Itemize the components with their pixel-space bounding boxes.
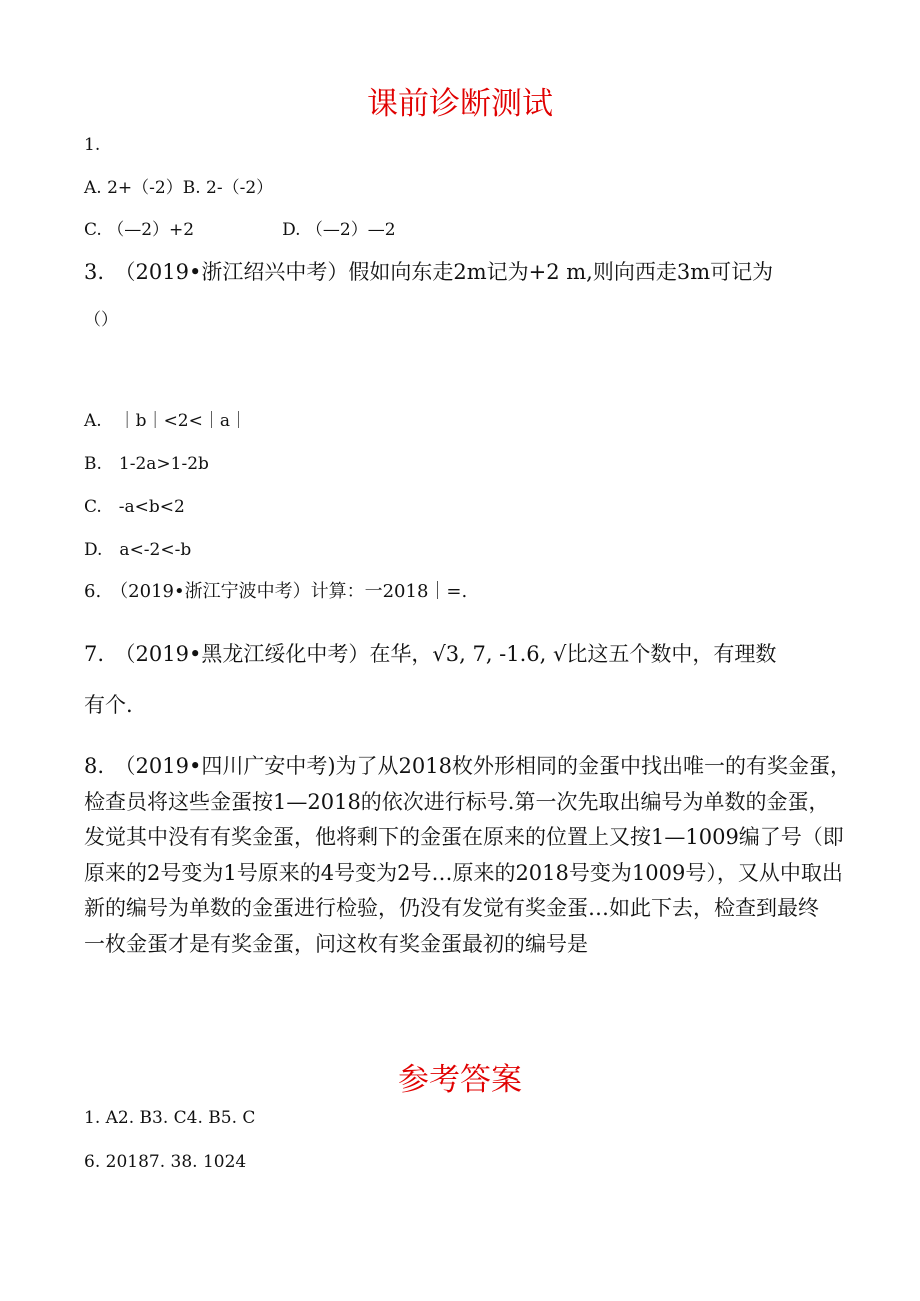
question-8-line: 原来的2号变为1号原来的4号变为2号…原来的2018号变为1009号），又从中取出 <box>84 860 843 885</box>
question-1-option-d: D. （—2）—2 <box>282 220 396 240</box>
answers-title: 参考答案 <box>398 1062 522 1098</box>
question-1-option-c: C. （—2）+2 <box>84 220 195 240</box>
question-8-line: 一枚金蛋才是有奖金蛋，问这枚有奖金蛋最初的编号是 <box>84 931 588 956</box>
question-5-option-a: A. ｜b｜<2<｜a｜ <box>84 411 248 431</box>
answers-line-2: 6. 20187. 38. 1024 <box>84 1152 247 1172</box>
page-title: 课前诊断测试 <box>367 86 553 122</box>
question-7-stem: 7. （2019•黑龙江绥化中考）在华，√3, 7, -1.6, √比这五个数中，有理数 <box>84 642 777 666</box>
question-8-line: 发觉其中没有有奖金蛋，他将剩下的金蛋在原来的位置上又按1—1009编了号（即 <box>84 825 844 850</box>
question-1-options-cd <box>84 219 396 241</box>
question-1-option-a: A. 2+（-2） <box>84 178 183 198</box>
question-1-number: 1. <box>84 135 101 155</box>
question-7-tail: 有个. <box>84 693 133 717</box>
answers-line-1: 1. A2. B3. C4. B5. C <box>84 1108 256 1128</box>
question-5-option-c: C. -a<b<2 <box>84 497 185 517</box>
question-1-options-ab <box>84 177 273 199</box>
question-1-option-b: B. 2-（-2） <box>182 178 274 198</box>
question-3-bracket: （） <box>84 310 118 330</box>
question-8-line: 8. （2019•四川广安中考)为了从2018枚外形相同的金蛋中找出唯一的有奖金蛋， <box>84 754 851 778</box>
question-5-option-d: D. a<-2<-b <box>84 540 192 560</box>
question-8-line: 新的编号为单数的金蛋进行检验，仍没有发觉有奖金蛋…如此下去，检查到最终 <box>84 896 819 921</box>
question-8-line: 检查员将这些金蛋按1—2018的依次进行标号.第一次先取出编号为单数的金蛋， <box>84 789 830 814</box>
question-5-option-b: B. 1-2a>1-2b <box>84 454 209 474</box>
question-6-stem: 6. （2019•浙江宁波中考）计算：一2018｜=. <box>84 581 468 602</box>
question-3-stem: 3. （2019•浙江绍兴中考）假如向东走2m记为+2 m,则向西走3m可记为 <box>84 260 774 284</box>
question-8-paragraph <box>84 749 854 963</box>
